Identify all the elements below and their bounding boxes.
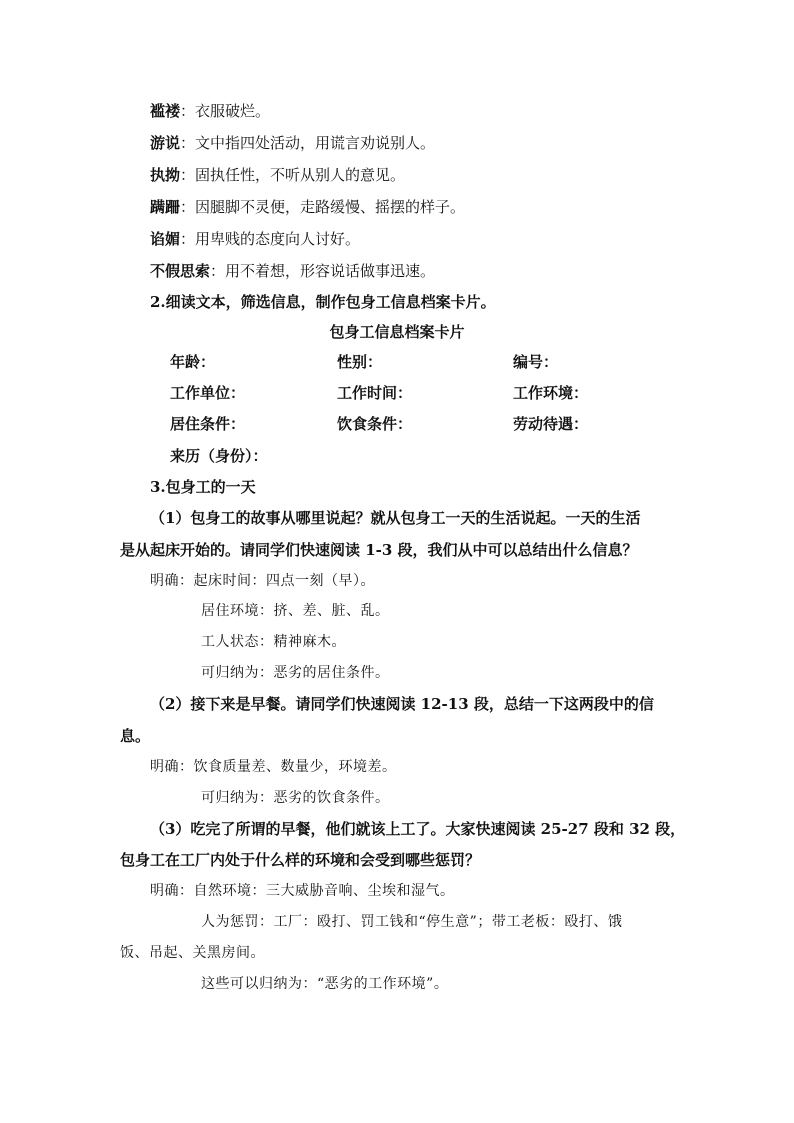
vocab-term: 不假思索 [150, 262, 211, 280]
answer-2-line-1: 明确：饮食质量差、数量少，环境差。 [150, 759, 397, 775]
question-2-line-2: 息。 [120, 727, 151, 745]
card-title: 包身工信息档案卡片 [329, 323, 465, 341]
question-1-line-1: （1）包身工的故事从哪里说起？就从包身工一天的生活说起。一天的生活 [150, 509, 641, 527]
card-field-labor-treatment: 劳动待遇： [513, 415, 589, 433]
vocab-def: ：文中指四处活动，用谎言劝说别人。 [180, 134, 436, 152]
card-field-work-environment: 工作环境： [513, 384, 589, 402]
card-field-food-conditions: 饮食条件： [337, 415, 413, 433]
question-3-line-2: 包身工在工厂内处于什么样的环境和会受到哪些惩罚？ [120, 851, 481, 869]
answer-3-line-4: 这些可以归纳为：“恶劣的工作环境”。 [201, 976, 449, 992]
answer-1-line-2: 居住环境：挤、差、脏、乱。 [201, 603, 390, 619]
vocab-item [150, 101, 270, 121]
card-field-gender: 性别： [337, 353, 383, 371]
card-field-living-conditions: 居住条件： [170, 415, 246, 433]
question-3-line-1: （3）吃完了所谓的早餐，他们就该上工了。大家快速阅读 25-27 段和 32 段， [150, 820, 686, 838]
vocab-def: ：衣服破烂。 [180, 102, 271, 120]
answer-1-line-4: 可归纳为：恶劣的居住条件。 [201, 665, 390, 681]
card-field-age: 年龄： [170, 353, 216, 371]
vocab-item [150, 197, 465, 217]
answer-2-line-2: 可归纳为：恶劣的饮食条件。 [201, 790, 390, 806]
vocab-term: 谄媚 [150, 230, 181, 248]
vocab-def: ：固执任性，不听从别人的意见。 [180, 166, 406, 184]
answer-1-line-3: 工人状态：精神麻木。 [201, 634, 346, 650]
vocab-term: 褴褛 [150, 102, 181, 120]
answer-3-line-2: 人为惩罚：工厂：殴打、罚工钱和“停生意”；带工老板：殴打、饿 [201, 914, 623, 930]
answer-3-line-1: 明确：自然环境：三大威胁音响、尘埃和湿气。 [150, 883, 455, 899]
vocab-term: 执拗 [150, 166, 181, 184]
vocab-item [150, 165, 405, 185]
vocab-def: ：因腿脚不灵便，走路缓慢、摇摆的样子。 [180, 198, 466, 216]
task3-heading: 3.包身工的一天 [150, 478, 256, 496]
answer-1-line-1: 明确：起床时间：四点一刻（早）。 [150, 573, 375, 589]
vocab-item [150, 133, 435, 153]
vocab-term: 蹒跚 [150, 198, 181, 216]
task2-heading: 2.细读文本，筛选信息，制作包身工信息档案卡片。 [150, 293, 496, 311]
question-1-line-2: 是从起床开始的。请同学们快速阅读 1-3 段，我们从中可以总结出什么信息？ [120, 541, 638, 559]
question-2-line-1: （2）接下来是早餐。请同学们快速阅读 12-13 段，总结一下这两段中的信 [150, 695, 654, 713]
card-field-work-unit: 工作单位： [170, 384, 246, 402]
vocab-def: ：用不着想，形容说话做事迅速。 [210, 262, 436, 280]
card-field-number: 编号： [513, 353, 559, 371]
vocab-item [150, 229, 360, 249]
card-field-origin: 来历（身份）： [170, 447, 268, 465]
vocab-term: 游说 [150, 134, 181, 152]
vocab-item [150, 261, 435, 281]
answer-3-line-3: 饭、吊起、关黑房间。 [120, 945, 265, 961]
vocab-def: ：用卑贱的态度向人讨好。 [180, 230, 361, 248]
card-field-work-time: 工作时间： [337, 384, 413, 402]
